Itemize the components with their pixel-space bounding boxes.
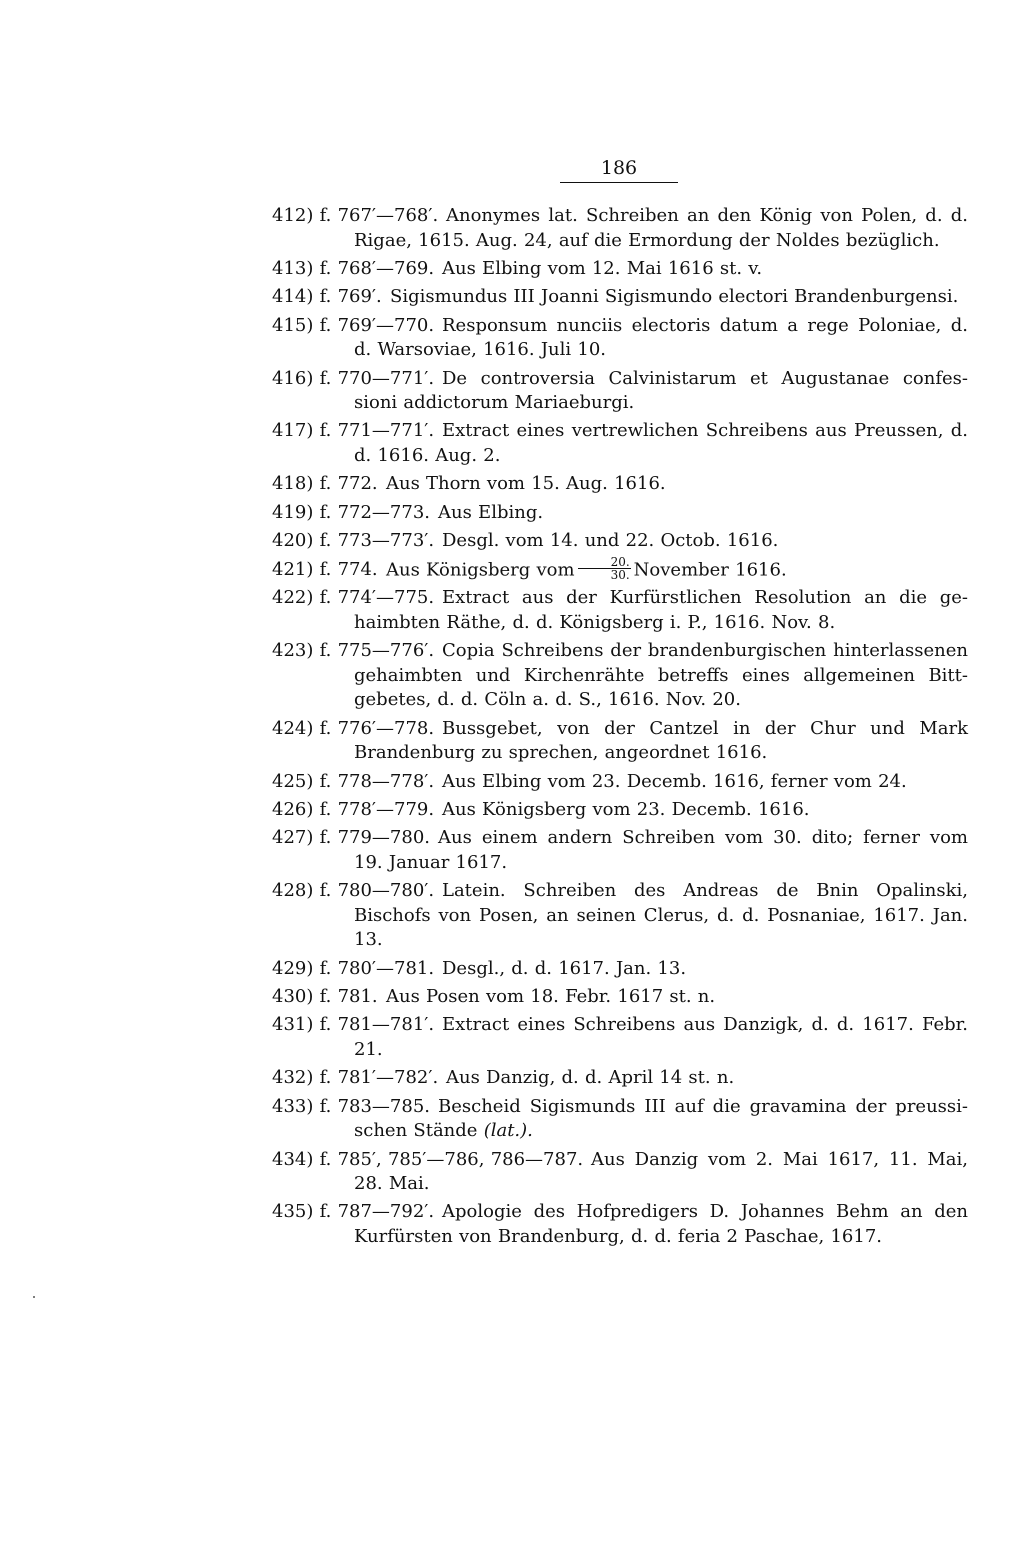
entry-number: 427) f. 779—780. (272, 827, 430, 849)
entry-number: 431) f. 781—781′. (272, 1014, 435, 1036)
list-item (272, 717, 968, 766)
entry-text: Extract eines Schreibens aus Danzigk, d. d. 1617. Febr. 21. (354, 1014, 968, 1060)
entry-number: 416) f. 770—771′. (272, 367, 435, 389)
entry-text-after: November 1616. (633, 559, 787, 581)
list-item (272, 554, 968, 583)
entry-text: Aus Königsberg vom 23. Decemb. 1616. (442, 798, 810, 820)
entry-text: Latein. Schreiben des Andreas de Bnin Opalinski, Bischofs von Posen, an seinen Clerus, d. d. Posnaniae, 1617. Jan. 13. (354, 880, 968, 951)
entry-number: 417) f. 771—771′. (272, 420, 435, 442)
entry-text: Desgl., d. d. 1617. Jan. 13. (442, 957, 687, 979)
entry-number: 430) f. 781. (272, 986, 378, 1008)
entry-number: 429) f. 780′—781. (272, 957, 435, 979)
list-item (272, 770, 968, 795)
list-item (272, 367, 968, 416)
entry-text: Aus Elbing. (438, 501, 544, 523)
list-item (272, 1200, 968, 1249)
margin-dot (33, 1296, 35, 1298)
list-item (272, 285, 968, 310)
list-item (272, 501, 968, 526)
entry-text: Aus einem andern Schreiben vom 30. dito; ferner vom 19. Januar 1617. (354, 827, 968, 873)
entry-number: 420) f. 773—773′. (272, 530, 435, 552)
entry-text: Sigismundus III Joanni Sigismundo electori Brandenburgensi. (390, 286, 959, 308)
list-item (272, 985, 968, 1010)
list-item (272, 639, 968, 713)
entry-text: De controversia Calvinistarum et Augustanae confessioni addictorum Mariaeburgi. (354, 367, 968, 414)
entry-text: Bussgebet, von der Cantzel in der Chur und Mark Brandenburg zu sprechen, angeordnet 1616. (354, 717, 968, 764)
entry-number: 412) f. 767′—768′. (272, 205, 439, 226)
entry-text: Aus Elbing vom 23. Decemb. 1616, ferner vom 24. (442, 770, 907, 792)
entry-number: 426) f. 778′—779. (272, 798, 435, 820)
entry-text: Aus Danzig, d. d. April 14 st. n. (446, 1067, 735, 1089)
entry-number: 414) f. 769′. (272, 286, 382, 308)
entry-number: 428) f. 780—780′. (272, 880, 435, 902)
list-item (272, 1013, 968, 1062)
entry-text: Apologie des Hofpredigers D. Johannes Behm an den Kurfürsten von Brandenburg, d. d. feria 2 Paschae, 1617. (354, 1201, 968, 1247)
list-item (272, 204, 968, 253)
list-item (272, 957, 968, 982)
entry-text: Copia Schreibens der brandenburgischen hinterlassenen gehaimbten und Kirchenrähte betreffs eines allgemeinen Bittgebetes, d. d. Cöln a. d. S., 1616. Nov. 20. (354, 640, 968, 711)
entry-text: Extract eines vertrewlichen Schreibens aus Preussen, d. d. 1616. Aug. 2. (354, 420, 968, 466)
entry-number: 425) f. 778—778′. (272, 770, 435, 792)
entry-number: 432) f. 781′—782′. (272, 1067, 439, 1089)
entry-text: Aus Posen vom 18. Febr. 1617 st. n. (386, 986, 716, 1008)
list-item (272, 879, 968, 953)
entry-number: 421) f. 774. (272, 558, 378, 580)
list-item (272, 419, 968, 468)
list-item (272, 1066, 968, 1091)
page-number: 186 (560, 156, 678, 183)
entry-number: 418) f. 772. (272, 473, 378, 495)
entry-text: Responsum nunciis electoris datum a rege Poloniae, d. d. Warsoviae, 1616. Juli 10. (354, 314, 968, 361)
list-item (272, 586, 968, 635)
list-item (272, 314, 968, 363)
entry-number: 413) f. 768′—769. (272, 257, 435, 279)
fraction-numerator: 20. (578, 556, 631, 569)
entry-text: Anonymes lat. Schreiben an den König von Polen, d. d. Rigae, 1615. Aug. 24, auf die Ermordung der Noldes bezüglich. (354, 205, 968, 251)
entry-number: 434) f. 785′, 785′—786, 786—787. (272, 1148, 584, 1170)
entry-text: Aus Thorn vom 15. Aug. 1616. (386, 473, 666, 495)
list-item (272, 826, 968, 875)
entry-number: 424) f. 776′—778. (272, 717, 435, 739)
entry-list (272, 204, 968, 1253)
entry-number: 423) f. 775—776′. (272, 640, 435, 662)
entry-number: 422) f. 774′—775. (272, 587, 435, 609)
entry-text-italic: (lat.). (483, 1120, 533, 1142)
list-item (272, 1095, 968, 1144)
entry-text-before: Aus Königsberg vom (386, 559, 575, 581)
entry-text-main: Bescheid Sigismunds III auf die gravamina der preussischen Stände (354, 1095, 968, 1142)
list-item (272, 472, 968, 497)
fraction-denominator: 30. (610, 567, 630, 582)
fraction (578, 556, 631, 581)
entry-number: 419) f. 772—773. (272, 501, 430, 523)
list-item (272, 529, 968, 554)
list-item (272, 798, 968, 823)
entry-number: 433) f. 783—785. (272, 1095, 430, 1117)
entry-text: Aus Elbing vom 12. Mai 1616 st. v. (442, 257, 763, 279)
entry-number: 415) f. 769′—770. (272, 314, 435, 336)
entry-text: Aus Danzig vom 2. Mai 1617, 11. Mai, 28. Mai. (354, 1148, 968, 1195)
entry-text (354, 1095, 968, 1144)
entry-number: 435) f. 787—792′. (272, 1201, 435, 1223)
entry-text (354, 554, 968, 583)
list-item (272, 1148, 968, 1197)
entry-text: Extract aus der Kurfürstlichen Resolution an die gehaimbten Räthe, d. d. Königsberg i. P., 1616. Nov. 8. (354, 587, 968, 633)
list-item (272, 257, 968, 282)
entry-text: Desgl. vom 14. und 22. Octob. 1616. (442, 530, 779, 552)
